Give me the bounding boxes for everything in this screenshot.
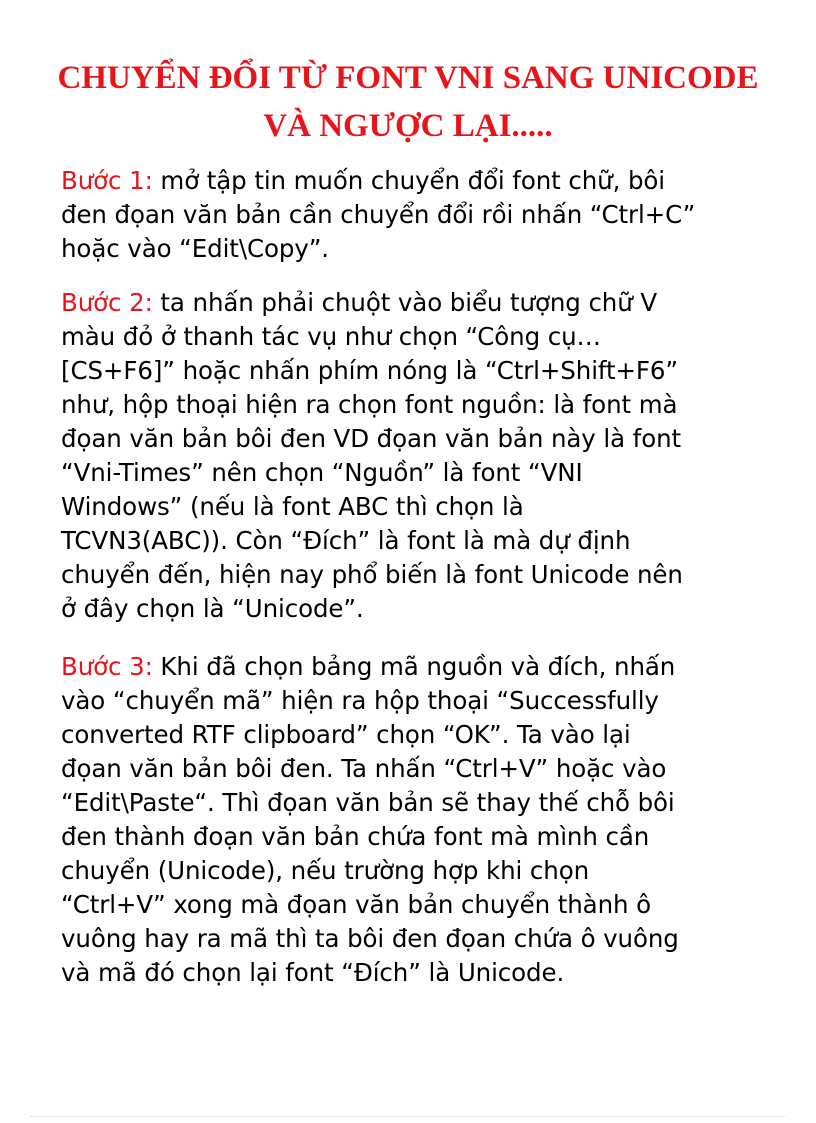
step-3-line-3: converted RTF clipboard” chọn “OK”. Ta vào lại (61, 720, 631, 749)
step-3-text: Khi đã chọn bảng mã nguồn và đích, nhấn (152, 652, 676, 681)
step-2-line-2: màu đỏ ở thanh tác vụ như chọn “Công cụ… (61, 322, 601, 351)
step-1-line-1 (61, 164, 773, 198)
step-2-line-4: như, hộp thoại hiện ra chọn font nguồn: là font mà (61, 390, 678, 419)
step-2-line-3: [CS+F6]” hoặc nhấn phím nóng là “Ctrl+Shift+F6” (61, 356, 678, 385)
step-1-label: Bước 1: (61, 166, 153, 195)
step-2-text: ta nhấn phải chuột vào biểu tượng chữ V (152, 288, 658, 317)
step-2-line-9: chuyển đến, hiện nay phổ biến là font Unicode nên (61, 560, 683, 589)
step-3-paragraph (61, 650, 773, 990)
step-3-line-5: “Edit\Paste“. Thì đọan văn bản sẽ thay thế chỗ bôi (61, 788, 675, 817)
step-2-line-5: đọan văn bản bôi đen VD đọan văn bản này là font (61, 424, 682, 453)
step-2-paragraph (61, 286, 773, 626)
step-2-line-7: Windows” (nếu là font ABC thì chọn là (61, 492, 524, 521)
step-3-line-7: chuyển (Unicode), nếu trường hợp khi chọn (61, 856, 590, 885)
page-title-line-2: VÀ NGƯỢC LẠI..... (263, 108, 553, 144)
page-bottom-divider (30, 1116, 786, 1117)
step-1-line-3: hoặc vào “Edit\Copy”. (61, 234, 329, 263)
step-3-line-2: vào “chuyển mã” hiện ra hộp thoại “Successfully (61, 686, 659, 715)
step-3-line-4: đọan văn bản bôi đen. Ta nhấn “Ctrl+V” hoặc vào (61, 754, 667, 783)
step-3-line-1 (61, 650, 773, 684)
page-title-line-1: CHUYỂN ĐỔI TỪ FONT VNI SANG UNICODE (57, 60, 759, 96)
step-3-label: Bước 3: (61, 652, 153, 681)
step-2-line-8: TCVN3(ABC)). Còn “Đích” là font là mà dự định (61, 526, 631, 555)
step-1-line-2: đen đọan văn bản cần chuyển đổi rồi nhấn “Ctrl+C” (61, 200, 696, 229)
step-2-line-6: “Vni-Times” nên chọn “Nguồn” là font “VNI (61, 458, 583, 487)
step-3-line-6: đen thành đoạn văn bản chứa font mà mình cần (61, 822, 650, 851)
step-1-text: mở tập tin muốn chuyển đổi font chữ, bôi (152, 166, 665, 195)
step-2-line-10: ở đây chọn là “Unicode”. (61, 594, 364, 623)
step-3-line-10: và mã đó chọn lại font “Đích” là Unicode. (61, 958, 565, 987)
step-2-label: Bước 2: (61, 288, 153, 317)
step-3-line-8: “Ctrl+V” xong mà đọan văn bản chuyển thành ô (61, 890, 652, 919)
step-1-paragraph (61, 164, 773, 266)
step-3-line-9: vuông hay ra mã thì ta bôi đen đọan chứa ô vuông (61, 924, 679, 953)
step-2-line-1 (61, 286, 773, 320)
